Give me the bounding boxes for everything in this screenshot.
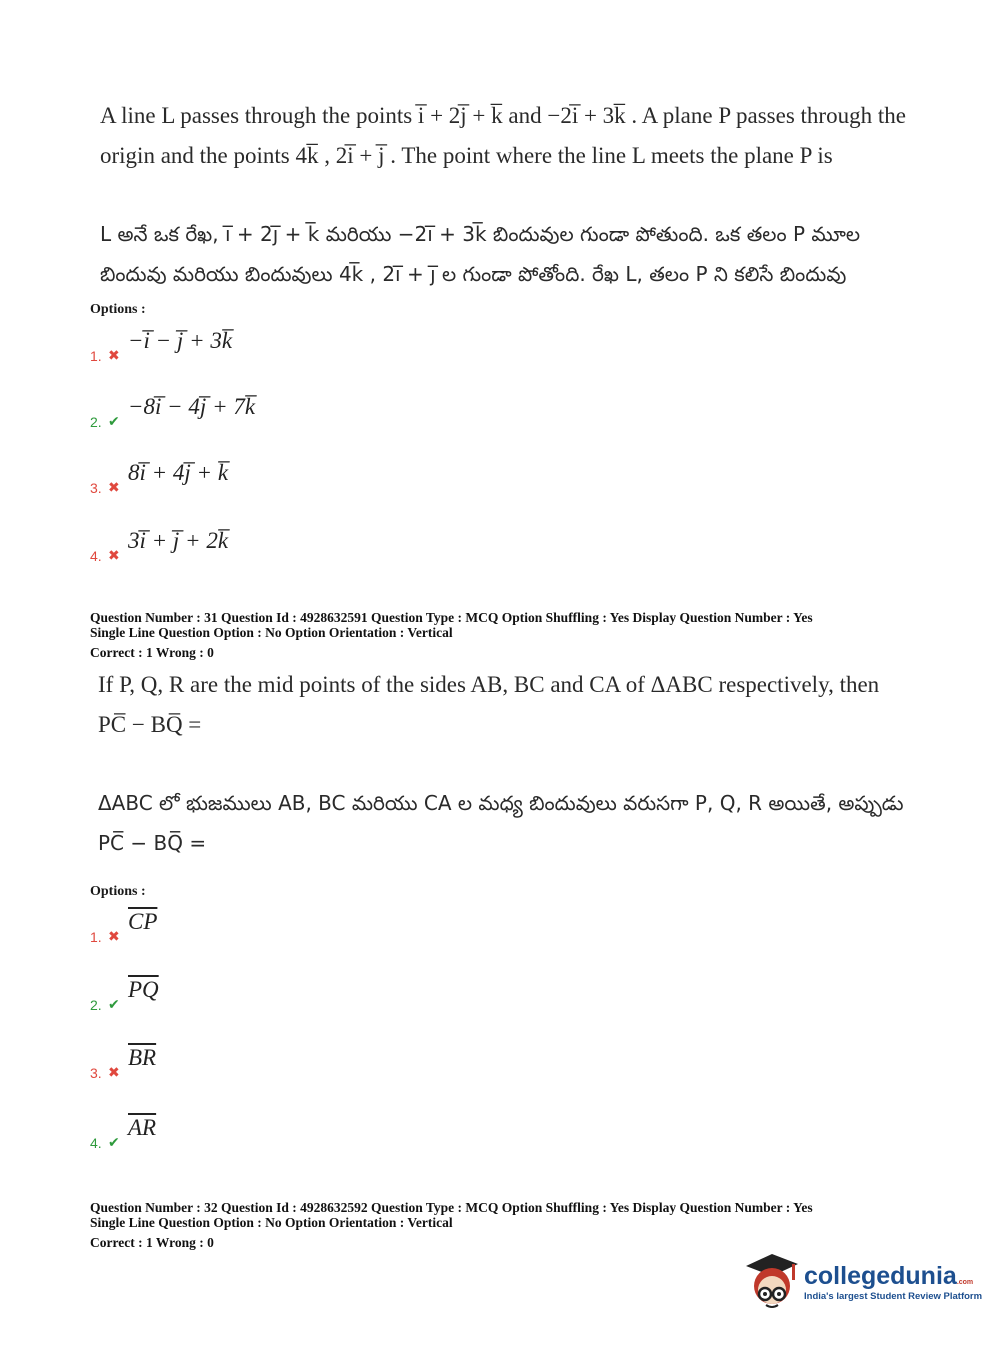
- wrong-mark-icon: ✖: [108, 929, 120, 945]
- option-number: 1.: [90, 929, 102, 945]
- meta-line: Single Line Question Option : No Option Orientation : Vertical: [90, 1215, 453, 1230]
- meta-line: Question Number : 32 Question Id : 4928632592 Question Type : MCQ Option Shuffling : Yes Display Question Number : Yes: [90, 1200, 813, 1215]
- option-number: 4.: [90, 1135, 102, 1151]
- options-label: Options :: [90, 302, 146, 317]
- meta-line: Correct : 1 Wrong : 0: [90, 645, 214, 660]
- question-31-meta: [90, 610, 813, 660]
- question-32-meta: [90, 1200, 813, 1250]
- option-number: 2.: [90, 414, 102, 430]
- wrong-mark-icon: ✖: [108, 548, 120, 564]
- question-30-english: A line L passes through the points i̅ + 2j̅ + k̅ and −2i̅ + 3k̅ . A plane P passes through the origin and the points 4k̅ , 2i̅ + j̅ . The point where the line L meets the plane P is: [100, 103, 906, 168]
- option-value: $\overline{BR}$: [128, 1045, 157, 1070]
- meta-line: Question Number : 31 Question Id : 4928632591 Question Type : MCQ Option Shuffling : Yes Display Question Number : Yes: [90, 610, 813, 625]
- option-value: −8i̅ − 4j̅ + 7k̅: [128, 394, 256, 419]
- question-31-telugu: ΔABC లో భుజములు AB, BC మరియు CA ల మధ్య బిందువులు వరుసగా P, Q, R అయితే, అప్పుడు PC̅ − BQ̅ =: [98, 791, 904, 855]
- meta-line: Correct : 1 Wrong : 0: [90, 1235, 214, 1250]
- option-item[interactable]: [90, 364, 255, 430]
- meta-line: Single Line Question Option : No Option Orientation : Vertical: [90, 625, 453, 640]
- option-number: 3.: [90, 1065, 102, 1081]
- collegedunia-logo[interactable]: [742, 1250, 982, 1314]
- check-mark-icon: ✔: [108, 414, 120, 430]
- logo-tagline: India's largest Student Review Platform: [804, 1291, 983, 1302]
- option-list: [90, 905, 159, 1151]
- logo-wordmark: collegedunia: [804, 1262, 957, 1290]
- option-value: −i̅ − j̅ + 3k̅: [128, 328, 233, 353]
- option-value: $\overline{AR}$: [128, 1115, 157, 1140]
- option-value: 8i̅ + 4j̅ + k̅: [128, 460, 229, 485]
- option-value: 3i̅ + j̅ + 2k̅: [128, 528, 229, 553]
- option-value: $\overline{PQ}$: [128, 977, 159, 1002]
- options-label: Options :: [90, 884, 146, 899]
- option-item[interactable]: [90, 1081, 159, 1151]
- option-item[interactable]: [90, 1013, 159, 1081]
- mascot-icon: [742, 1250, 800, 1314]
- wrong-mark-icon: ✖: [108, 348, 120, 364]
- option-item[interactable]: [90, 945, 159, 1013]
- wrong-mark-icon: ✖: [108, 1065, 120, 1081]
- option-number: 3.: [90, 480, 102, 496]
- wrong-mark-icon: ✖: [108, 480, 120, 496]
- option-number: 4.: [90, 548, 102, 564]
- option-item[interactable]: [90, 496, 255, 564]
- question-30-telugu: L అనే ఒక రేఖ, i̅ + 2j̅ + k̅ మరియు −2i̅ + 3k̅ బిందువుల గుండా పోతుంది. ఒక తలం P మూల బిందువు మరియు బిందువులు 4k̅ , 2i̅ + j̅ ల గుండా పోతోంది. రేఖ L, తలం P ని కలిసే బిందువు: [100, 222, 861, 286]
- option-number: 1.: [90, 348, 102, 364]
- option-list: [90, 322, 255, 564]
- option-value: $\overline{CP}$: [128, 909, 158, 934]
- option-item[interactable]: [90, 905, 159, 945]
- option-item[interactable]: [90, 322, 255, 364]
- option-number: 2.: [90, 997, 102, 1013]
- option-item[interactable]: [90, 430, 255, 496]
- question-31-english: If P, Q, R are the mid points of the sides AB, BC and CA of ΔABC respectively, then PC̅ − BQ̅ =: [98, 672, 880, 737]
- check-mark-icon: ✔: [108, 1135, 120, 1151]
- check-mark-icon: ✔: [108, 997, 120, 1013]
- logo-suffix: .com: [956, 1279, 974, 1286]
